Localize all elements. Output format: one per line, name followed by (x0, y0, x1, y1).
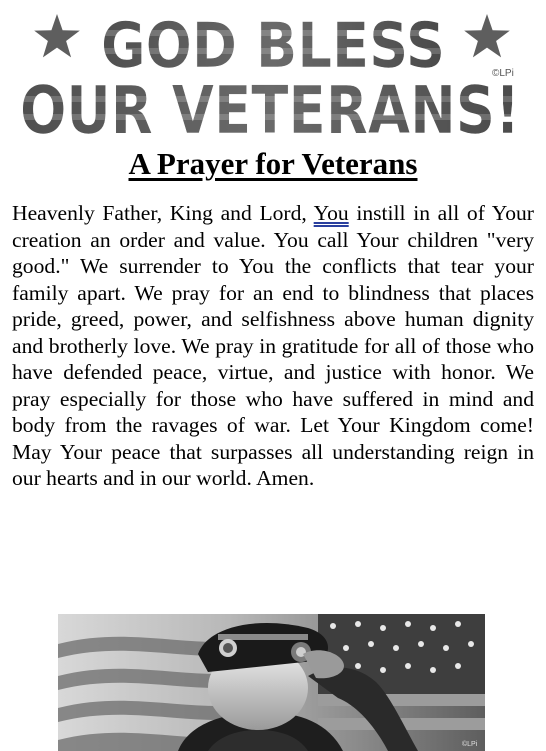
photo-copyright: ©LPi (462, 741, 478, 748)
prayer-underlined-word: You (313, 201, 349, 225)
banner-graphic (0, 0, 546, 150)
banner-line-1: GOD BLESS (101, 9, 445, 82)
star-icon (464, 14, 510, 57)
star-icon (34, 14, 80, 57)
prayer-text (12, 200, 534, 492)
banner-copyright: ©LPi (492, 68, 514, 79)
banner-header (0, 0, 546, 150)
prayer-text-rest: instill in all of Your creation an order and value. You call Your children "very good." We surrender to You the conflicts that tear your family apart. We pray for an end to blindness that places pride, greed, power, and selfishness above human dignity and brotherly love. We pray in gratitude for all of those who have defended peace, virtue, and justice with honor. We pray especially for those who have suffered in mind and body from the ravages of war. Let Your Kingdom come! May Your peace that surpasses all understanding reign in our hearts and in our world. Amen. (12, 201, 534, 490)
banner-line-2: OUR VETERANS! (20, 72, 520, 149)
page-title: A Prayer for Veterans (128, 146, 418, 181)
veteran-image (58, 614, 485, 751)
prayer-text-start: Heavenly Father, King and Lord, (12, 201, 314, 225)
veteran-salute-photo (58, 614, 485, 751)
